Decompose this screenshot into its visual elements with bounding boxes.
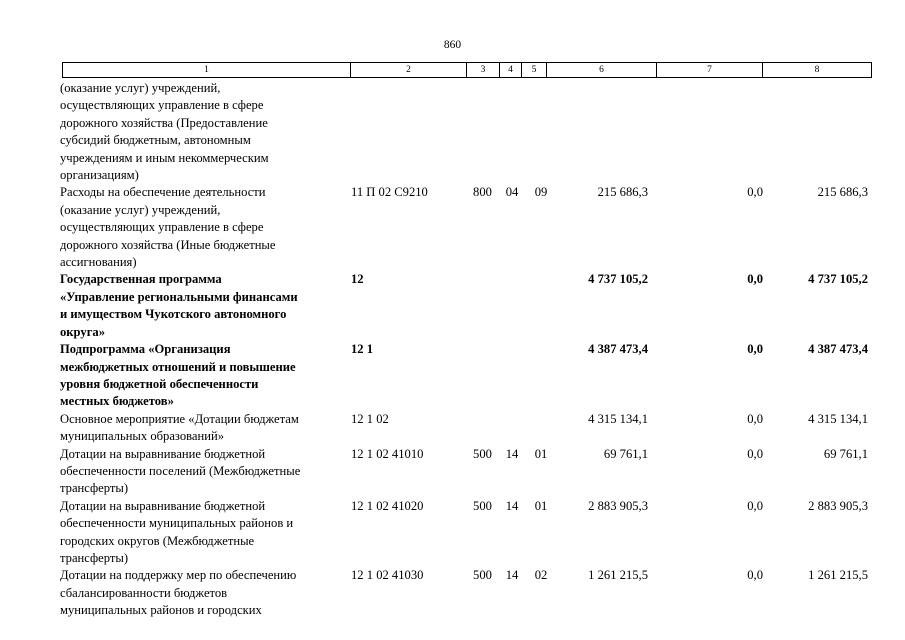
table-row xyxy=(60,446,868,498)
item-name-line: сбалансированности бюджетов xyxy=(60,585,228,600)
cell-expense-type: 800 xyxy=(473,185,492,200)
cell-amount-final: 4 387 473,4 xyxy=(808,342,868,357)
cell-section xyxy=(500,271,524,341)
item-name-line: ассигнования) xyxy=(60,255,137,270)
item-name-line: «Управление региональными финансами xyxy=(60,289,298,304)
item-name-line: Подпрограмма «Организация xyxy=(60,342,231,357)
cell-amount-final: 4 737 105,2 xyxy=(808,272,868,287)
cell-subsection xyxy=(524,341,558,411)
cell-subsection: 09 xyxy=(534,185,548,200)
item-name-line: Основное мероприятие «Дотации бюджетам xyxy=(60,411,299,426)
cell-amount-change xyxy=(648,80,763,184)
table-row xyxy=(60,184,868,271)
cell-subsection xyxy=(524,271,558,341)
cell-target-code: 12 1 02 41030 xyxy=(351,568,424,583)
item-name-line: трансферты) xyxy=(60,481,129,496)
cell-amount-final: 215 686,3 xyxy=(817,185,868,200)
table-row xyxy=(60,498,868,568)
cell-item-name xyxy=(60,341,351,411)
header-col-3: 3 xyxy=(467,63,500,78)
table-row xyxy=(60,567,868,619)
cell-section xyxy=(500,341,524,411)
item-name-line: и имуществом Чукотского автономного xyxy=(60,307,287,322)
item-name-line: Дотации на выравнивание бюджетной xyxy=(60,446,266,461)
cell-amount-change: 0,0 xyxy=(747,411,763,426)
header-col-5: 5 xyxy=(522,63,547,78)
item-name-line: уровня бюджетной обеспеченности xyxy=(60,376,259,391)
cell-subsection: 01 xyxy=(534,498,548,513)
cell-amount-total: 4 737 105,2 xyxy=(588,272,648,287)
cell-item-name xyxy=(60,184,351,271)
header-col-4: 4 xyxy=(500,63,522,78)
cell-item-name xyxy=(60,498,351,568)
header-col-6: 6 xyxy=(547,63,657,78)
item-name-line: местных бюджетов» xyxy=(60,394,174,409)
cell-item-name xyxy=(60,446,351,498)
header-col-7: 7 xyxy=(657,63,763,78)
cell-target-code: 12 1 02 xyxy=(351,411,389,426)
cell-expense-type xyxy=(465,80,500,184)
item-name-line: (оказание услуг) учреждений, xyxy=(60,81,221,95)
cell-section: 14 xyxy=(505,498,519,513)
cell-target-code xyxy=(351,80,465,184)
cell-section: 04 xyxy=(505,185,519,200)
cell-subsection: 01 xyxy=(534,446,548,461)
cell-item-name xyxy=(60,271,351,341)
cell-section xyxy=(500,80,524,184)
item-name-line: трансферты) xyxy=(60,550,129,565)
cell-target-code: 11 П 02 С9210 xyxy=(351,185,428,200)
item-name-line: Дотации на поддержку мер по обеспечению xyxy=(60,568,297,583)
cell-amount-change: 0,0 xyxy=(747,498,763,513)
cell-amount-change: 0,0 xyxy=(747,272,763,287)
cell-section xyxy=(500,411,524,446)
cell-target-code: 12 1 xyxy=(351,342,374,357)
cell-amount-total: 215 686,3 xyxy=(597,185,648,200)
cell-target-code: 12 1 02 41020 xyxy=(351,498,424,513)
item-name-line: субсидий бюджетным, автономным xyxy=(60,133,251,148)
item-name-line: дорожного хозяйства (Иные бюджетные xyxy=(60,237,276,252)
cell-amount-change: 0,0 xyxy=(747,568,763,583)
cell-expense-type xyxy=(465,341,500,411)
item-name-line: муниципальных районов и городских xyxy=(60,603,262,618)
cell-amount-final: 1 261 215,5 xyxy=(808,568,868,583)
item-name-line: учреждениям и иным некоммерческим xyxy=(60,150,269,165)
item-name-line: дорожного хозяйства (Предоставление xyxy=(60,115,268,130)
cell-item-name xyxy=(60,567,351,619)
cell-amount-total: 4 387 473,4 xyxy=(588,342,648,357)
table-row xyxy=(60,341,868,411)
cell-amount-final: 2 883 905,3 xyxy=(808,498,868,513)
cell-amount-total: 1 261 215,5 xyxy=(588,568,648,583)
cell-target-code: 12 1 02 41010 xyxy=(351,446,424,461)
table-row xyxy=(60,80,868,184)
column-number-header xyxy=(62,62,872,78)
item-name-line: организациям) xyxy=(60,168,139,183)
cell-section: 14 xyxy=(505,568,519,583)
table-row xyxy=(60,271,868,341)
item-name-line: городских округов (Межбюджетные xyxy=(60,533,255,548)
cell-subsection xyxy=(524,80,558,184)
header-col-8: 8 xyxy=(763,63,872,78)
cell-amount-final: 69 761,1 xyxy=(823,446,868,461)
item-name-line: осуществляющих управление в сфере xyxy=(60,220,264,235)
cell-item-name xyxy=(60,411,351,446)
page-number: 860 xyxy=(443,39,462,51)
cell-amount-total: 4 315 134,1 xyxy=(588,411,648,426)
item-name-line: обеспеченности поселений (Межбюджетные xyxy=(60,463,301,478)
cell-subsection xyxy=(524,411,558,446)
cell-item-name xyxy=(60,80,351,184)
item-name-line: осуществляющих управление в сфере xyxy=(60,98,264,113)
budget-table xyxy=(60,80,868,620)
cell-subsection: 02 xyxy=(534,568,548,583)
cell-amount-total: 69 761,1 xyxy=(603,446,648,461)
item-name-line: обеспеченности муниципальных районов и xyxy=(60,516,294,531)
cell-expense-type: 500 xyxy=(473,498,492,513)
cell-expense-type xyxy=(465,271,500,341)
cell-amount-change: 0,0 xyxy=(747,342,763,357)
item-name-line: Расходы на обеспечение деятельности xyxy=(60,185,266,200)
cell-expense-type xyxy=(465,411,500,446)
cell-section: 14 xyxy=(505,446,519,461)
item-name-line: межбюджетных отношений и повышение xyxy=(60,359,296,374)
item-name-line: Дотации на выравнивание бюджетной xyxy=(60,498,266,513)
cell-amount-change: 0,0 xyxy=(747,446,763,461)
table-row xyxy=(60,411,868,446)
item-name-line: округа» xyxy=(60,324,106,339)
cell-amount-final xyxy=(763,80,868,184)
cell-amount-total xyxy=(558,80,648,184)
item-name-line: муниципальных образований» xyxy=(60,429,225,444)
header-col-1: 1 xyxy=(63,63,351,78)
cell-expense-type: 500 xyxy=(473,446,492,461)
header-col-2: 2 xyxy=(351,63,467,78)
cell-expense-type: 500 xyxy=(473,568,492,583)
item-name-line: Государственная программа xyxy=(60,272,222,287)
cell-amount-total: 2 883 905,3 xyxy=(588,498,648,513)
cell-amount-final: 4 315 134,1 xyxy=(808,411,868,426)
item-name-line: (оказание услуг) учреждений, xyxy=(60,202,221,217)
cell-amount-change: 0,0 xyxy=(747,185,763,200)
cell-target-code: 12 xyxy=(351,272,364,287)
